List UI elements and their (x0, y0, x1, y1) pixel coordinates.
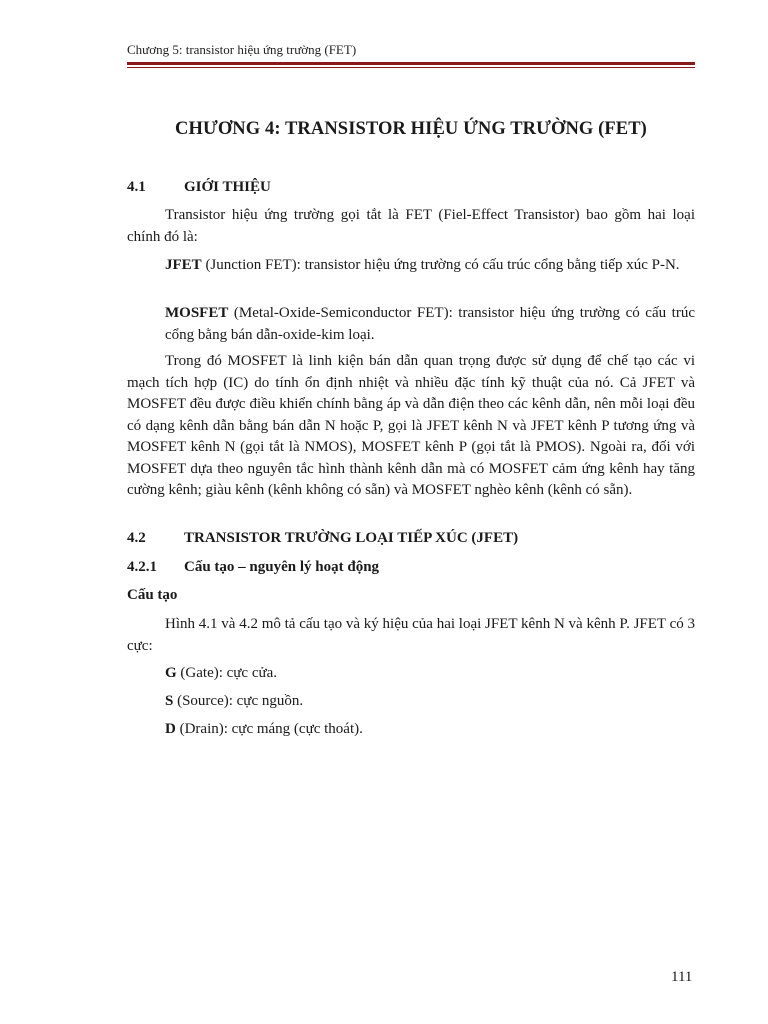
section-heading-4-2-1 (127, 559, 379, 576)
section-heading-4-2 (127, 530, 518, 547)
header-rule-thin (127, 67, 695, 68)
structure-paragraph (127, 614, 695, 657)
terminal-text: (Gate): cực cửa. (176, 665, 278, 681)
item-text: (Metal-Oxide-Semiconductor FET): transistor hiệu ứng trường có cấu trúc cổng bằng bán dẫn-oxide-kim loại. (165, 305, 695, 343)
terminal-item-gate (165, 663, 695, 685)
section-title: TRANSISTOR TRƯỜNG LOẠI TIẾP XÚC (JFET) (184, 530, 519, 546)
item-text: (Junction FET): transistor hiệu ứng trường có cấu trúc cổng bằng tiếp xúc P-N. (201, 257, 680, 273)
list-item-mosfet (165, 303, 695, 346)
terminal-term: S (165, 693, 174, 709)
chapter-title: CHƯƠNG 4: TRANSISTOR HIỆU ỨNG TRƯỜNG (FET) (175, 119, 647, 139)
item-term: JFET (165, 257, 202, 273)
structure-text: Hình 4.1 và 4.2 mô tả cấu tạo và ký hiệu của hai loại JFET kênh N và kênh P. JFET có 3 cực: (127, 616, 695, 654)
body-paragraph (127, 351, 695, 502)
subheading: Cấu tạo (127, 587, 178, 603)
intro-text: Transistor hiệu ứng trường gọi tắt là FET (Fiel-Effect Transistor) bao gồm hai loại chính đó là: (127, 207, 695, 245)
terminal-term: D (165, 721, 176, 737)
section-number: 4.2 (127, 530, 146, 546)
section-number: 4.2.1 (127, 559, 157, 575)
section-title: GIỚI THIỆU (184, 179, 271, 195)
body-text: Trong đó MOSFET là linh kiện bán dẫn quan trọng được sử dụng để chế tạo các vi mạch tích hợp (IC) do tính ổn định nhiệt và nhiều đặc tính kỹ thuật của nó. Cả JFET và MOSFET đều được điều khiển chính bằng áp và dẫn điện theo các kênh dẫn, nên mỗi loại đều có dạng kênh dẫn bằng bán dẫn N hoặc P, gọi là JFET kênh N và JFET kênh P tương ứng và MOSFET kênh N (gọi tắt là NMOS), MOSFET kênh P (gọi tắt là PMOS). Ngoài ra, đối với MOSFET dựa theo nguyên tắc hình thành kênh dẫn mà có MOSFET cảm ứng kênh hay tăng cường kênh; giàu kênh (kênh không có sẵn) và MOSFET nghèo kênh (kênh có sẵn). (127, 353, 695, 498)
terminal-text: (Drain): cực máng (cực thoát). (175, 721, 363, 737)
section-heading-4-1 (127, 179, 271, 196)
running-header: Chương 5: transistor hiệu ứng trường (FET) (127, 42, 357, 57)
terminal-term: G (165, 665, 177, 681)
page-number: 111 (671, 969, 693, 985)
section-title: Cấu tạo – nguyên lý hoạt động (184, 559, 380, 575)
item-term: MOSFET (165, 305, 229, 321)
intro-paragraph (127, 205, 695, 248)
terminal-item-drain (165, 719, 695, 741)
terminal-item-source (165, 691, 695, 713)
terminal-text: (Source): cực nguồn. (173, 693, 304, 709)
list-item-jfet (165, 255, 695, 277)
header-rule (127, 62, 695, 65)
section-number: 4.1 (127, 179, 146, 195)
